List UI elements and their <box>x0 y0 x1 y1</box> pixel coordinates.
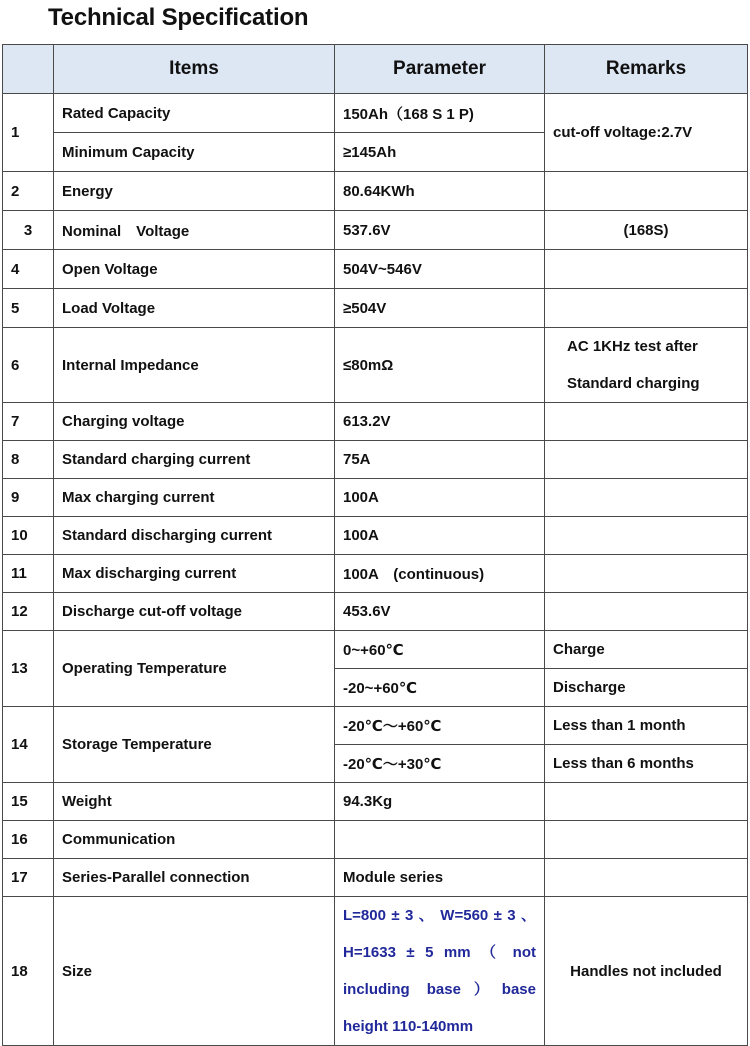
parameter-cell: 100A <box>335 517 545 555</box>
table-row <box>3 783 748 821</box>
remark-line: Standard charging <box>567 375 700 392</box>
parameter-cell: -20℃～+60℃ <box>335 707 545 745</box>
table-row <box>3 593 748 631</box>
item-cell: Operating Temperature <box>54 631 335 707</box>
header-parameter: Parameter <box>335 45 545 94</box>
parameter-cell: -20℃～+30℃ <box>335 745 545 783</box>
remark-cell: Less than 1 month <box>545 707 748 745</box>
row-number: 15 <box>3 783 54 821</box>
table-row <box>3 289 748 328</box>
remark-line: AC 1KHz test after <box>567 338 698 355</box>
table-row <box>3 707 748 745</box>
item-cell: Series-Parallel connection <box>54 859 335 897</box>
item-cell: Load Voltage <box>54 289 335 328</box>
table-row <box>3 479 748 517</box>
remark-cell <box>545 479 748 517</box>
parameter-cell: 80.64KWh <box>335 172 545 211</box>
item-cell: Open Voltage <box>54 250 335 289</box>
table-row <box>3 94 748 133</box>
item-cell: Standard discharging current <box>54 517 335 555</box>
parameter-cell: 75A <box>335 441 545 479</box>
parameter-cell: 150Ah（168 S 1 P) <box>335 94 545 133</box>
remark-cell <box>545 250 748 289</box>
remark-cell <box>545 328 748 403</box>
table-row <box>3 441 748 479</box>
item-cell: Energy <box>54 172 335 211</box>
header-no <box>3 45 54 94</box>
table-row <box>3 821 748 859</box>
row-number: 11 <box>3 555 54 593</box>
parameter-cell: ≥145Ah <box>335 133 545 172</box>
table-row <box>3 403 748 441</box>
header-items: Items <box>54 45 335 94</box>
remark-cell <box>545 821 748 859</box>
row-number: 10 <box>3 517 54 555</box>
spec-table <box>2 44 748 1046</box>
parameter-cell: -20~+60℃ <box>335 669 545 707</box>
table-row <box>3 211 748 250</box>
parameter-cell: 100A <box>335 479 545 517</box>
row-number: 7 <box>3 403 54 441</box>
item-cell: Storage Temperature <box>54 707 335 783</box>
item-cell: Minimum Capacity <box>54 133 335 172</box>
item-cell: Max discharging current <box>54 555 335 593</box>
parameter-cell: 94.3Kg <box>335 783 545 821</box>
row-number: 4 <box>3 250 54 289</box>
remark-cell: Less than 6 months <box>545 745 748 783</box>
parameter-cell: 453.6V <box>335 593 545 631</box>
remark-cell: Handles not included <box>545 897 748 1046</box>
remark-cell: (168S) <box>545 211 748 250</box>
row-number: 6 <box>3 328 54 403</box>
table-row <box>3 517 748 555</box>
remark-cell <box>545 172 748 211</box>
remark-cell: Discharge <box>545 669 748 707</box>
row-number: 2 <box>3 172 54 211</box>
header-remarks: Remarks <box>545 45 748 94</box>
parameter-cell: 0~+60℃ <box>335 631 545 669</box>
remark-cell <box>545 593 748 631</box>
row-number: 5 <box>3 289 54 328</box>
parameter-cell: Module series <box>335 859 545 897</box>
row-number: 16 <box>3 821 54 859</box>
table-row <box>3 172 748 211</box>
remark-cell <box>545 403 748 441</box>
item-cell: Weight <box>54 783 335 821</box>
remark-cell <box>545 441 748 479</box>
row-number: 1 <box>3 94 54 172</box>
table-row <box>3 328 748 403</box>
parameter-cell <box>335 821 545 859</box>
item-cell: Internal Impedance <box>54 328 335 403</box>
item-cell: Communication <box>54 821 335 859</box>
parameter-cell <box>335 897 545 1046</box>
remark-cell <box>545 783 748 821</box>
item-cell: Standard charging current <box>54 441 335 479</box>
table-row <box>3 897 748 1046</box>
row-number: 14 <box>3 707 54 783</box>
item-cell: Rated Capacity <box>54 94 335 133</box>
remark-cell <box>545 859 748 897</box>
row-number: 12 <box>3 593 54 631</box>
parameter-cell: ≥504V <box>335 289 545 328</box>
table-row <box>3 250 748 289</box>
parameter-cell: 504V~546V <box>335 250 545 289</box>
row-number: 18 <box>3 897 54 1046</box>
page-title: Technical Specification <box>48 4 309 31</box>
item-cell: Charging voltage <box>54 403 335 441</box>
remark-cell: cut-off voltage:2.7V <box>545 94 748 172</box>
remark-cell <box>545 555 748 593</box>
item-cell: Size <box>54 897 335 1046</box>
row-number: 9 <box>3 479 54 517</box>
item-cell: Max charging current <box>54 479 335 517</box>
table-row <box>3 859 748 897</box>
parameter-cell: 613.2V <box>335 403 545 441</box>
parameter-cell: ≤80mΩ <box>335 328 545 403</box>
parameter-cell: 537.6V <box>335 211 545 250</box>
parameter-cell: 100A (continuous) <box>335 555 545 593</box>
remark-cell <box>545 517 748 555</box>
item-cell: Nominal Voltage <box>54 211 335 250</box>
size-parameter-text: L=800 ± 3 、 W=560 ± 3 、 H=1633 ± 5 mm （ not including base）base height 110-140mm <box>343 907 536 1035</box>
table-row <box>3 555 748 593</box>
remark-cell: Charge <box>545 631 748 669</box>
row-number: 17 <box>3 859 54 897</box>
header-row <box>3 45 748 94</box>
row-number: 8 <box>3 441 54 479</box>
remark-cell <box>545 289 748 328</box>
item-cell: Discharge cut-off voltage <box>54 593 335 631</box>
table-row <box>3 631 748 669</box>
row-number: 13 <box>3 631 54 707</box>
row-number: 3 <box>3 211 54 250</box>
